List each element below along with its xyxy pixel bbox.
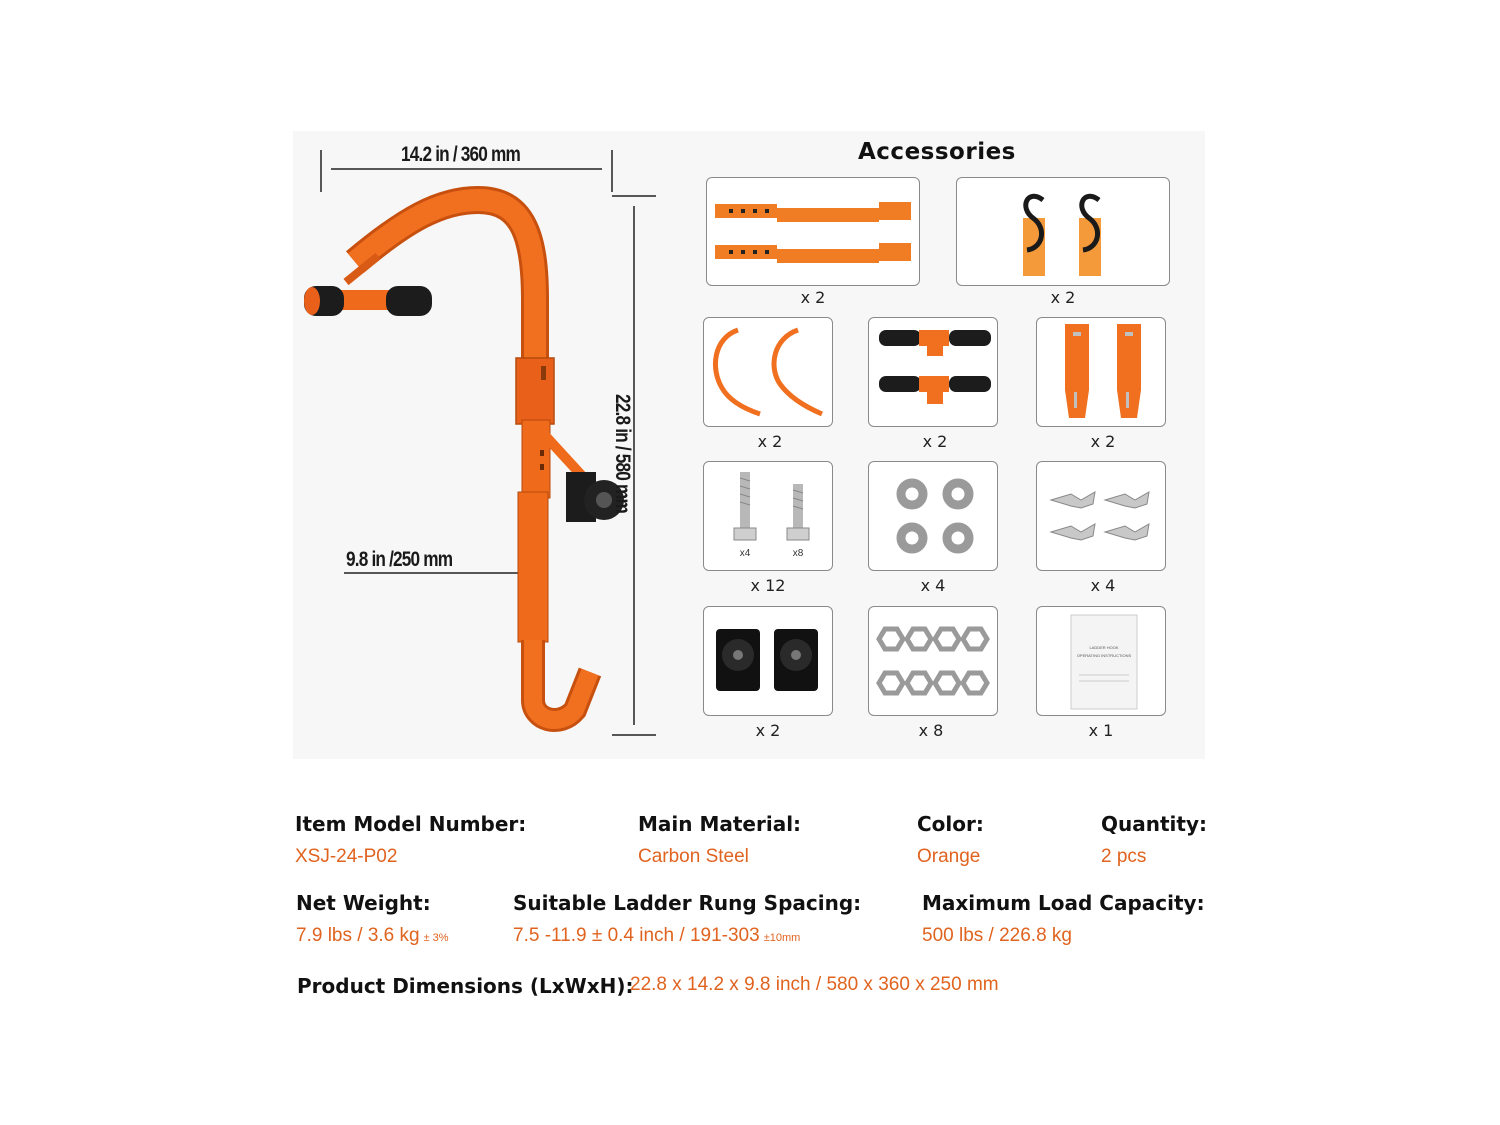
accessory-washers bbox=[868, 461, 998, 571]
product-dimensions-value: 22.8 x 14.2 x 9.8 inch / 580 x 360 x 250 mm bbox=[630, 974, 999, 995]
depth-dimension-label: 9.8 in /250 mm bbox=[346, 548, 453, 571]
manual-line-2: OPERATING INSTRUCTIONS bbox=[1076, 653, 1132, 658]
color-value: Orange bbox=[917, 846, 981, 867]
qty-s-hook-straps: x 2 bbox=[1050, 288, 1076, 307]
qty-washers: x 4 bbox=[920, 576, 946, 595]
rung-spacing-value-row bbox=[513, 925, 800, 947]
wing-nut-icon bbox=[1037, 462, 1166, 571]
qty-hex-nuts: x 8 bbox=[918, 721, 944, 740]
accessory-wing-nuts bbox=[1036, 461, 1166, 571]
s-hook-strap-icon bbox=[957, 178, 1170, 286]
accessory-s-hook-straps bbox=[956, 177, 1170, 286]
accessory-bolts bbox=[703, 461, 833, 571]
load-label: Maximum Load Capacity: bbox=[922, 891, 1205, 915]
accessory-manual bbox=[1036, 606, 1166, 716]
weight-tolerance: ± 3% bbox=[423, 932, 449, 944]
extension-arm-icon bbox=[707, 178, 920, 286]
curved-arm-icon bbox=[704, 318, 833, 427]
weight-value: 7.9 lbs / 3.6 kg bbox=[296, 925, 420, 946]
accessories-title: Accessories bbox=[858, 139, 1016, 165]
height-dimension-label: 22.8 in / 580 mm bbox=[611, 394, 634, 513]
qty-bolts: x 12 bbox=[750, 576, 786, 595]
accessory-curved-arms bbox=[703, 317, 833, 427]
washer-icon bbox=[869, 462, 998, 571]
t-handle-icon bbox=[869, 318, 998, 427]
product-dimensions-label: Product Dimensions (LxWxH): bbox=[297, 974, 634, 998]
weight-label: Net Weight: bbox=[296, 891, 431, 915]
accessory-t-handles bbox=[868, 317, 998, 427]
hex-nut-icon bbox=[869, 607, 998, 716]
bolt-count-b: x8 bbox=[792, 548, 804, 559]
qty-brackets: x 2 bbox=[1090, 432, 1116, 451]
rung-spacing-value: 7.5 -11.9 ± 0.4 inch / 191-303 bbox=[513, 925, 760, 946]
bracket-icon bbox=[1037, 318, 1166, 427]
qty-wing-nuts: x 4 bbox=[1090, 576, 1116, 595]
manual-icon bbox=[1037, 607, 1166, 716]
weight-value-row bbox=[296, 925, 449, 947]
accessory-hex-nuts bbox=[868, 606, 998, 716]
color-label: Color: bbox=[917, 812, 984, 836]
quantity-value: 2 pcs bbox=[1101, 846, 1147, 867]
rung-spacing-tolerance: ±10mm bbox=[763, 932, 801, 944]
model-label: Item Model Number: bbox=[295, 812, 527, 836]
model-value: XSJ-24-P02 bbox=[295, 846, 398, 867]
material-label: Main Material: bbox=[638, 812, 802, 836]
qty-t-handles: x 2 bbox=[922, 432, 948, 451]
material-value: Carbon Steel bbox=[638, 846, 749, 867]
manual-line-1: LADDER HOOK bbox=[1089, 645, 1119, 650]
bolt-count-a: x4 bbox=[739, 548, 751, 559]
accessory-wheels bbox=[703, 606, 833, 716]
qty-wheels: x 2 bbox=[755, 721, 781, 740]
accessory-extension-arms bbox=[706, 177, 920, 286]
qty-curved-arms: x 2 bbox=[757, 432, 783, 451]
quantity-label: Quantity: bbox=[1101, 812, 1207, 836]
accessory-brackets bbox=[1036, 317, 1166, 427]
bolt-icon bbox=[704, 462, 833, 571]
wheel-icon bbox=[704, 607, 833, 716]
qty-manual: x 1 bbox=[1088, 721, 1114, 740]
rung-spacing-label: Suitable Ladder Rung Spacing: bbox=[513, 891, 862, 915]
width-dimension-label: 14.2 in / 360 mm bbox=[401, 143, 520, 166]
load-value: 500 lbs / 226.8 kg bbox=[922, 925, 1072, 946]
qty-extension-arms: x 2 bbox=[800, 288, 826, 307]
